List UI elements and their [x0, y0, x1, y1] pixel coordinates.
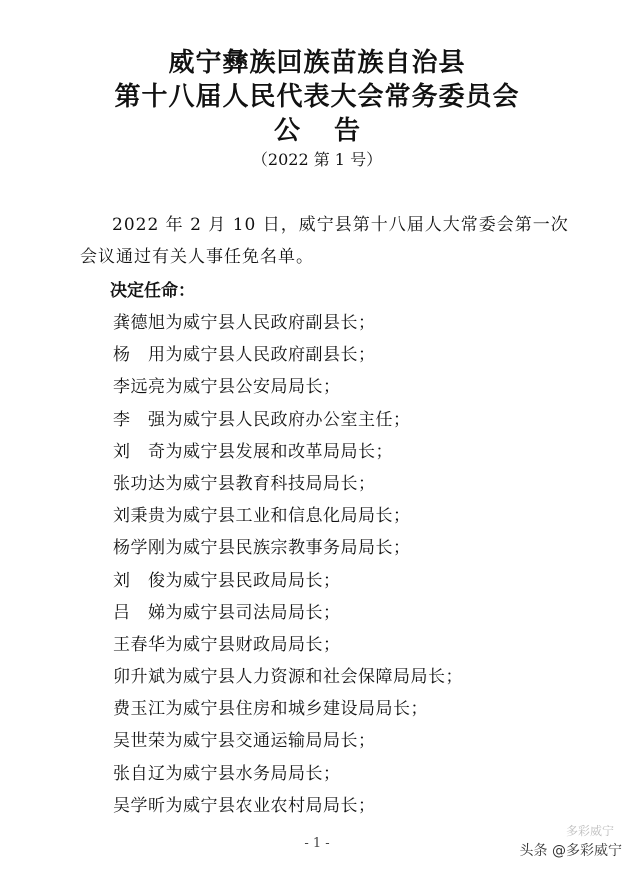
list-item: 张功达为威宁县教育科技局局长；	[113, 473, 376, 494]
title-line-3: 公告	[273, 116, 394, 146]
list-item: 刘 奇为威宁县发展和改革局局长；	[113, 441, 393, 462]
title-line-2: 第十八届人民代表大会常务委员会	[114, 82, 520, 112]
list-item: 王春华为威宁县财政局局长；	[113, 634, 341, 655]
list-item: 吴世荣为威宁县交通运输局局长；	[113, 731, 376, 752]
list-item: 刘秉贵为威宁县工业和信息化局局长；	[113, 506, 411, 527]
list-item: 杨学刚为威宁县民族宗教事务局局长；	[113, 538, 411, 559]
list-item: 吴学昕为威宁县农业农村局局长；	[113, 795, 376, 816]
section-heading: 决定任命：	[110, 281, 195, 301]
list-item: 李 强为威宁县人民政府办公室主任；	[113, 409, 411, 430]
list-item: 费玉江为威宁县住房和城乡建设局局长；	[113, 699, 428, 720]
list-item: 杨 用为威宁县人民政府副县长；	[113, 345, 376, 366]
page-number: - 1 -	[304, 836, 330, 851]
title-line-1: 威宁彝族回族苗族自治县	[168, 48, 466, 78]
watermark-faint: 多彩威宁	[565, 824, 614, 838]
intro-line-1: 2022 年 2 月 10 日，威宁县第十八届人大常委会第一次	[112, 215, 569, 235]
list-item: 龚德旭为威宁县人民政府副县长；	[113, 313, 376, 333]
list-item: 卯升斌为威宁县人力资源和社会保障局局长；	[113, 667, 463, 688]
appointment-list	[113, 312, 463, 827]
list-item: 李远亮为威宁县公安局局长；	[113, 377, 341, 398]
doc-number: （2022 第 1 号）	[251, 150, 383, 169]
list-item: 刘 俊为威宁县民政局局长；	[113, 570, 341, 591]
list-item: 张自辽为威宁县水务局局长；	[113, 763, 341, 784]
watermark: 头条 @多彩威宁	[519, 843, 622, 859]
intro-line-2: 会议通过有关人事任免名单。	[80, 247, 314, 267]
list-item: 吕 娣为威宁县司法局局长；	[113, 602, 341, 623]
